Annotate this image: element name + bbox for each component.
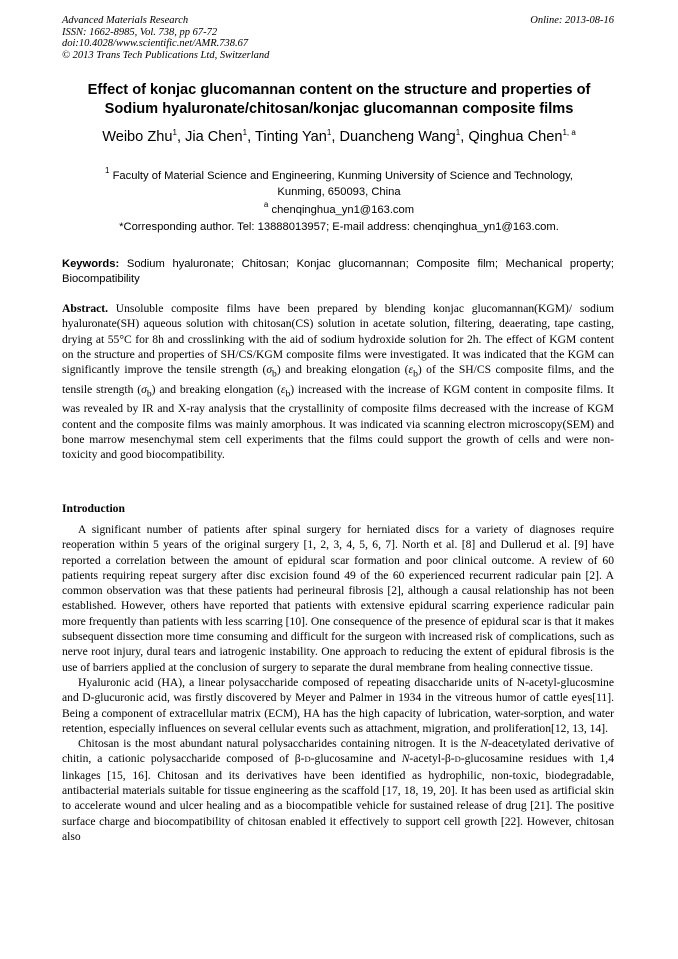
paragraph-text: -glucosamine and [310,752,402,766]
small-caps-d: D [304,754,311,765]
paragraph-text: -glucosamine residues with 1,4 linkages [15, 16]. Chitosan and its derivatives have been identified as hydrophilic, non-toxic, biodegradable, antibacterial materials suitable for tissue engineering as the scaffold [17, 18, 19, 20]. It has been used as artificial skin to accelerate wound and ulcer healing and as a biocompatible vehicle for sustained release of drug [21]. The positive surface charge and biocompatibility of chitosan enabled it effectively to support cell growth [22]. However, chitosan also [62,752,614,843]
italic-n: N [401,752,410,766]
affiliation-sup: 1 [105,166,110,175]
paragraph-text: Chitosan is the most abundant natural polysaccharides containing nitrogen. It is the [78,737,481,751]
journal-header [62,15,269,61]
subscript-b: b [272,368,277,380]
subscript-b: b [146,388,152,400]
author-name: Weibo Zhu [102,129,173,145]
copyright-line: © 2013 Trans Tech Publications Ltd, Switzerland [62,49,270,61]
author-name: Duancheng Wang [339,129,456,145]
email-line [0,200,678,216]
introduction-heading: Introduction [62,502,125,515]
epsilon-symbol: ε [280,382,286,396]
paper-title [40,81,638,119]
abstract-text: ) increased with the increase of KGM content in composite films. It was revealed by IR and X-ray analysis that the crystallinity of composite films decreased with the increase of KGM content and the composite films was mainly amorphous. It was indicated via scanning electron microscopy(SEM) and bone marrow mesenchymal stem cell experiments that the films could support the growth of cells and were non-toxicity and good biocompatibility. [62,382,614,462]
online-date: Online: 2013-08-16 [530,15,614,26]
sigma-symbol: σ [266,363,273,377]
journal-name: Advanced Materials Research [62,15,189,26]
abstract-text: ) of the SH/CS composite films, and the tensile strength ( [62,363,614,396]
author-sup: 1 [326,128,332,137]
sigma-symbol: σ [141,382,147,396]
introduction-body [62,522,614,844]
abstract-text: ) and breaking elongation ( [151,382,281,396]
abstract-text: ) and breaking elongation ( [276,363,409,377]
epsilon-symbol: ε [408,363,414,377]
paragraph: A significant number of patients after spinal surgery for herniated discs for a variety of diagnoses require reoperation within 5 years of the original surgery [1, 2, 3, 4, 5, 6, 7]. North et al. [8] and Dullerud et al. [9] have reported a correlation between the amount of epidural scar formation and poor clinical outcome. A review of 60 patients requiring repeat surgery after disc excision found 49 of the 60 experienced recurrent radicular pain [2]. A common observation was that these patients had perineural fibrosis [2], although a causal relationship has not been established. However, others have reported that patients with extensive epidural scarring experience radicular pain more frequently than patients with less scarring [10]. One consequence of the presence of epidural scar is that it makes subsequent dissection more time consuming and difficult for the surgeon with increased risk of complications, such as nerve root injury, dural tears and iatrogenic instability. One approach to reducing the extent of epidural fibrosis is the use of barriers applied at the conclusion of surgery to separate the dural membrane from healing connective tissue. [62,523,614,674]
subscript-b: b [413,368,418,380]
abstract-label: Abstract. [62,302,109,315]
keywords-text: Sodium hyaluronate; Chitosan; Konjac glucomannan; Composite film; Mechanical property; Biocompatibility [62,258,615,286]
paragraph-text: -acetyl-β- [409,752,455,766]
abstract-text: Unsoluble composite films have been prepared by blending konjac glucomannan(KGM)/ sodium hyaluronate(SH) aqueous solution with chitosan(CS) solution in acetate solution, filtering, deaerating, tape casting, drying at 55°C for 8h and crosslinking with the aid of sodium hydroxide solution for 2h. The effect of KGM content on the structure and properties of SH/CS/KGM composite films were investigated. It was indicated that the KGM can significantly improve the tensile strength ( [62,302,614,377]
corresponding-author: *Corresponding author. Tel: 13888013957; E-mail address: chenqinghua_yn1@163.com. [119,221,559,233]
author-sup: 1 [455,128,461,137]
subscript-b: b [285,388,291,400]
author-list: Weibo Zhu$^1$, Jia Chen$^1$, Tinting Yan$^1$, Duancheng Wang$^1$, Qinghua Chen$^{1, a}$ [102,128,576,145]
author-sup: 1 [242,128,248,137]
keywords-label: Keywords: [62,258,120,270]
title-line-2: Sodium hyaluronate/chitosan/konjac glucomannan composite films [104,101,574,117]
keywords [62,257,614,288]
paragraph [62,736,614,844]
author-sup: 1, a [562,128,576,137]
email-address[interactable]: chenqinghua_yn1@163.com [271,204,415,216]
paragraph: Hyaluronic acid (HA), a linear polysaccharide composed of repeating disaccharide units of N-acetyl-glucosmine and D-glucuronic acid, was firstly discovered by Meyer and Palmer in 1934 in the vitreous humor of cattle eyes[11]. Being a component of extracellular matrix (ECM), HA has the high capacity of lubrication, water-sorption, and water retention, especially influences on several cellular events such as attachment, migration, and proliferation[12, 13, 14]. [62,675,614,735]
small-caps-d: D [454,754,461,765]
doi-line: doi:10.4028/www.scientific.net/AMR.738.67 [62,38,249,50]
title-line-1: Effect of konjac glucomannan content on the structure and properties of [87,82,591,98]
author-name: Qinghua Chen [468,129,563,145]
affiliation-line-1: Faculty of Material Science and Engineering, Kunming University of Science and Technology, [112,170,573,182]
author-name: Jia Chen [185,129,243,145]
author-name: Tinting Yan [254,129,327,145]
affiliation [60,163,618,200]
author-sup: 1 [172,128,177,137]
affiliation-line-2: Kunming, 650093, China [277,185,401,198]
issn-line: ISSN: 1662-8985, Vol. 738, pp 67-72 [62,26,218,38]
abstract [62,301,614,463]
email-sup: a [263,200,269,209]
italic-n: N [480,737,489,751]
paragraph-text: -deacetylated derivative of chitin, a cationic polysaccharide composed of β- [62,737,614,766]
